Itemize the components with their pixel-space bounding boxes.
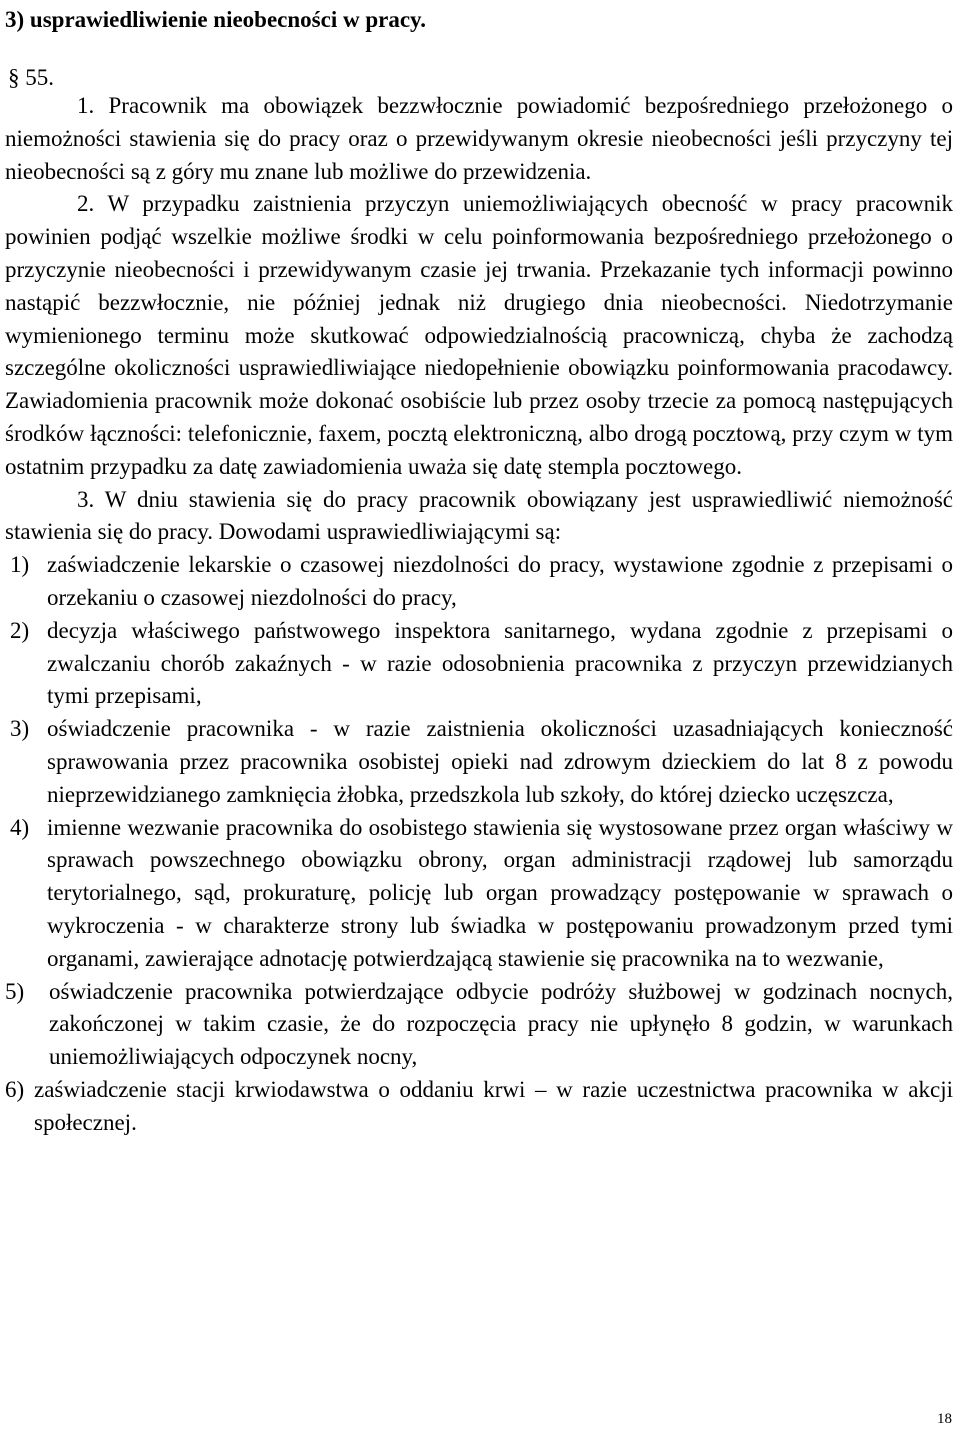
document-body [5, 90, 953, 1140]
list-item-number: 6) [5, 1076, 25, 1102]
list-item-text: zaświadczenie lekarskie o czasowej niezdolności do pracy, wystawione zgodnie z przepisami o orzekaniu o czasowej niezdolności do pracy, [47, 552, 953, 610]
list-item [5, 615, 953, 713]
page-number: 18 [937, 1411, 952, 1427]
list-item-text: oświadczenie pracownika - w razie zaistnienia okoliczności uzasadniających konieczność sprawowania przez pracownika osobistej opieki nad zdrowym dzieckiem do lat 8 z powodu nieprzewidzianego zamknięcia żłobka, przedszkola lub szkoły, do której dziecko uczęszcza, [47, 716, 953, 807]
paragraph-3: 3. W dniu stawienia się do pracy pracownik obowiązany jest usprawiedliwić niemożność stawienia się do pracy. Dowodami usprawiedliwiającymi są: [5, 486, 953, 545]
list-item [5, 976, 953, 1074]
evidence-list [5, 549, 953, 1139]
list-item [5, 549, 953, 615]
paragraph-section-number: § 55. [8, 65, 54, 90]
list-item-text: decyzja właściwego państwowego inspektora sanitarnego, wydana zgodnie z przepisami o zwalczaniu chorób zakaźnych - w razie odosobnienia pracownika z przyczyn przewidzianych tymi przepisami, [47, 617, 953, 709]
list-item-number: 1) [10, 552, 30, 578]
list-item [5, 713, 953, 811]
list-item-number: 4) [10, 814, 30, 840]
list-item-text: imienne wezwanie pracownika do osobistego stawienia się wystosowane przez organ właściwy w sprawach powszechnego obowiązku obrony, organ administracji rządowej lub samorządu terytorialnego, sąd, prokuraturę, policję lub organ prowadzący postępowanie w sprawach o wykroczenia - w charakterze strony lub świadka w postępowaniu prowadzonym przed tymi organami, zawierające adnotację potwierdzającą stawienie się pracownika na to wezwanie, [47, 814, 953, 971]
section-heading: 3) usprawiedliwienie nieobecności w pracy. [5, 7, 427, 32]
paragraph-2: 2. W przypadku zaistnienia przyczyn uniemożliwiających obecność w pracy pracownik powinien podjąć wszelkie możliwe środki w celu poinformowania bezpośredniego przełożonego o przyczynie nieobecności i przewidywanym czasie jej trwania. Przekazanie tych informacji powinno nastąpić bezzwłocznie, nie później jednak niż drugiego dnia nieobecności. Niedotrzymanie wymienionego terminu może skutkować odpowiedzialnością pracowniczą, chyba że zachodzą szczególne okoliczności usprawiedliwiające niedopełnienie obowiązku poinformowania pracodawcy. Zawiadomienia pracownik może dokonać osobiście lub przez osoby trzecie za pomocą następujących środków łączności: telefonicznie, faxem, pocztą elektroniczną, albo drogą pocztową, przy czym w tym ostatnim przypadku za datę zawiadomienia uważa się datę stempla pocztowego. [5, 191, 953, 479]
list-item-text: oświadczenie pracownika potwierdzające odbycie podróży służbowej w godzinach nocnych, zakończonej w takim czasie, że do rozpoczęcia pracy nie upłynęło 8 godzin, w warunkach uniemożliwiających odpoczynek nocny, [49, 978, 953, 1070]
paragraph-1: 1. Pracownik ma obowiązek bezzwłocznie powiadomić bezpośredniego przełożonego o niemożności stawienia się do pracy oraz o przewidywanym okresie nieobecności jeśli przyczyny tej nieobecności są z góry mu znane lub możliwe do przewidzenia. [5, 93, 953, 184]
list-item-text: zaświadczenie stacji krwiodawstwa o oddaniu krwi – w razie uczestnictwa pracownika w akcji społecznej. [34, 1076, 953, 1135]
list-item-number: 2) [10, 617, 30, 643]
list-item-number: 3) [10, 716, 30, 742]
list-item [5, 1074, 953, 1140]
list-item [5, 812, 953, 976]
list-item-number: 5) [5, 978, 25, 1004]
